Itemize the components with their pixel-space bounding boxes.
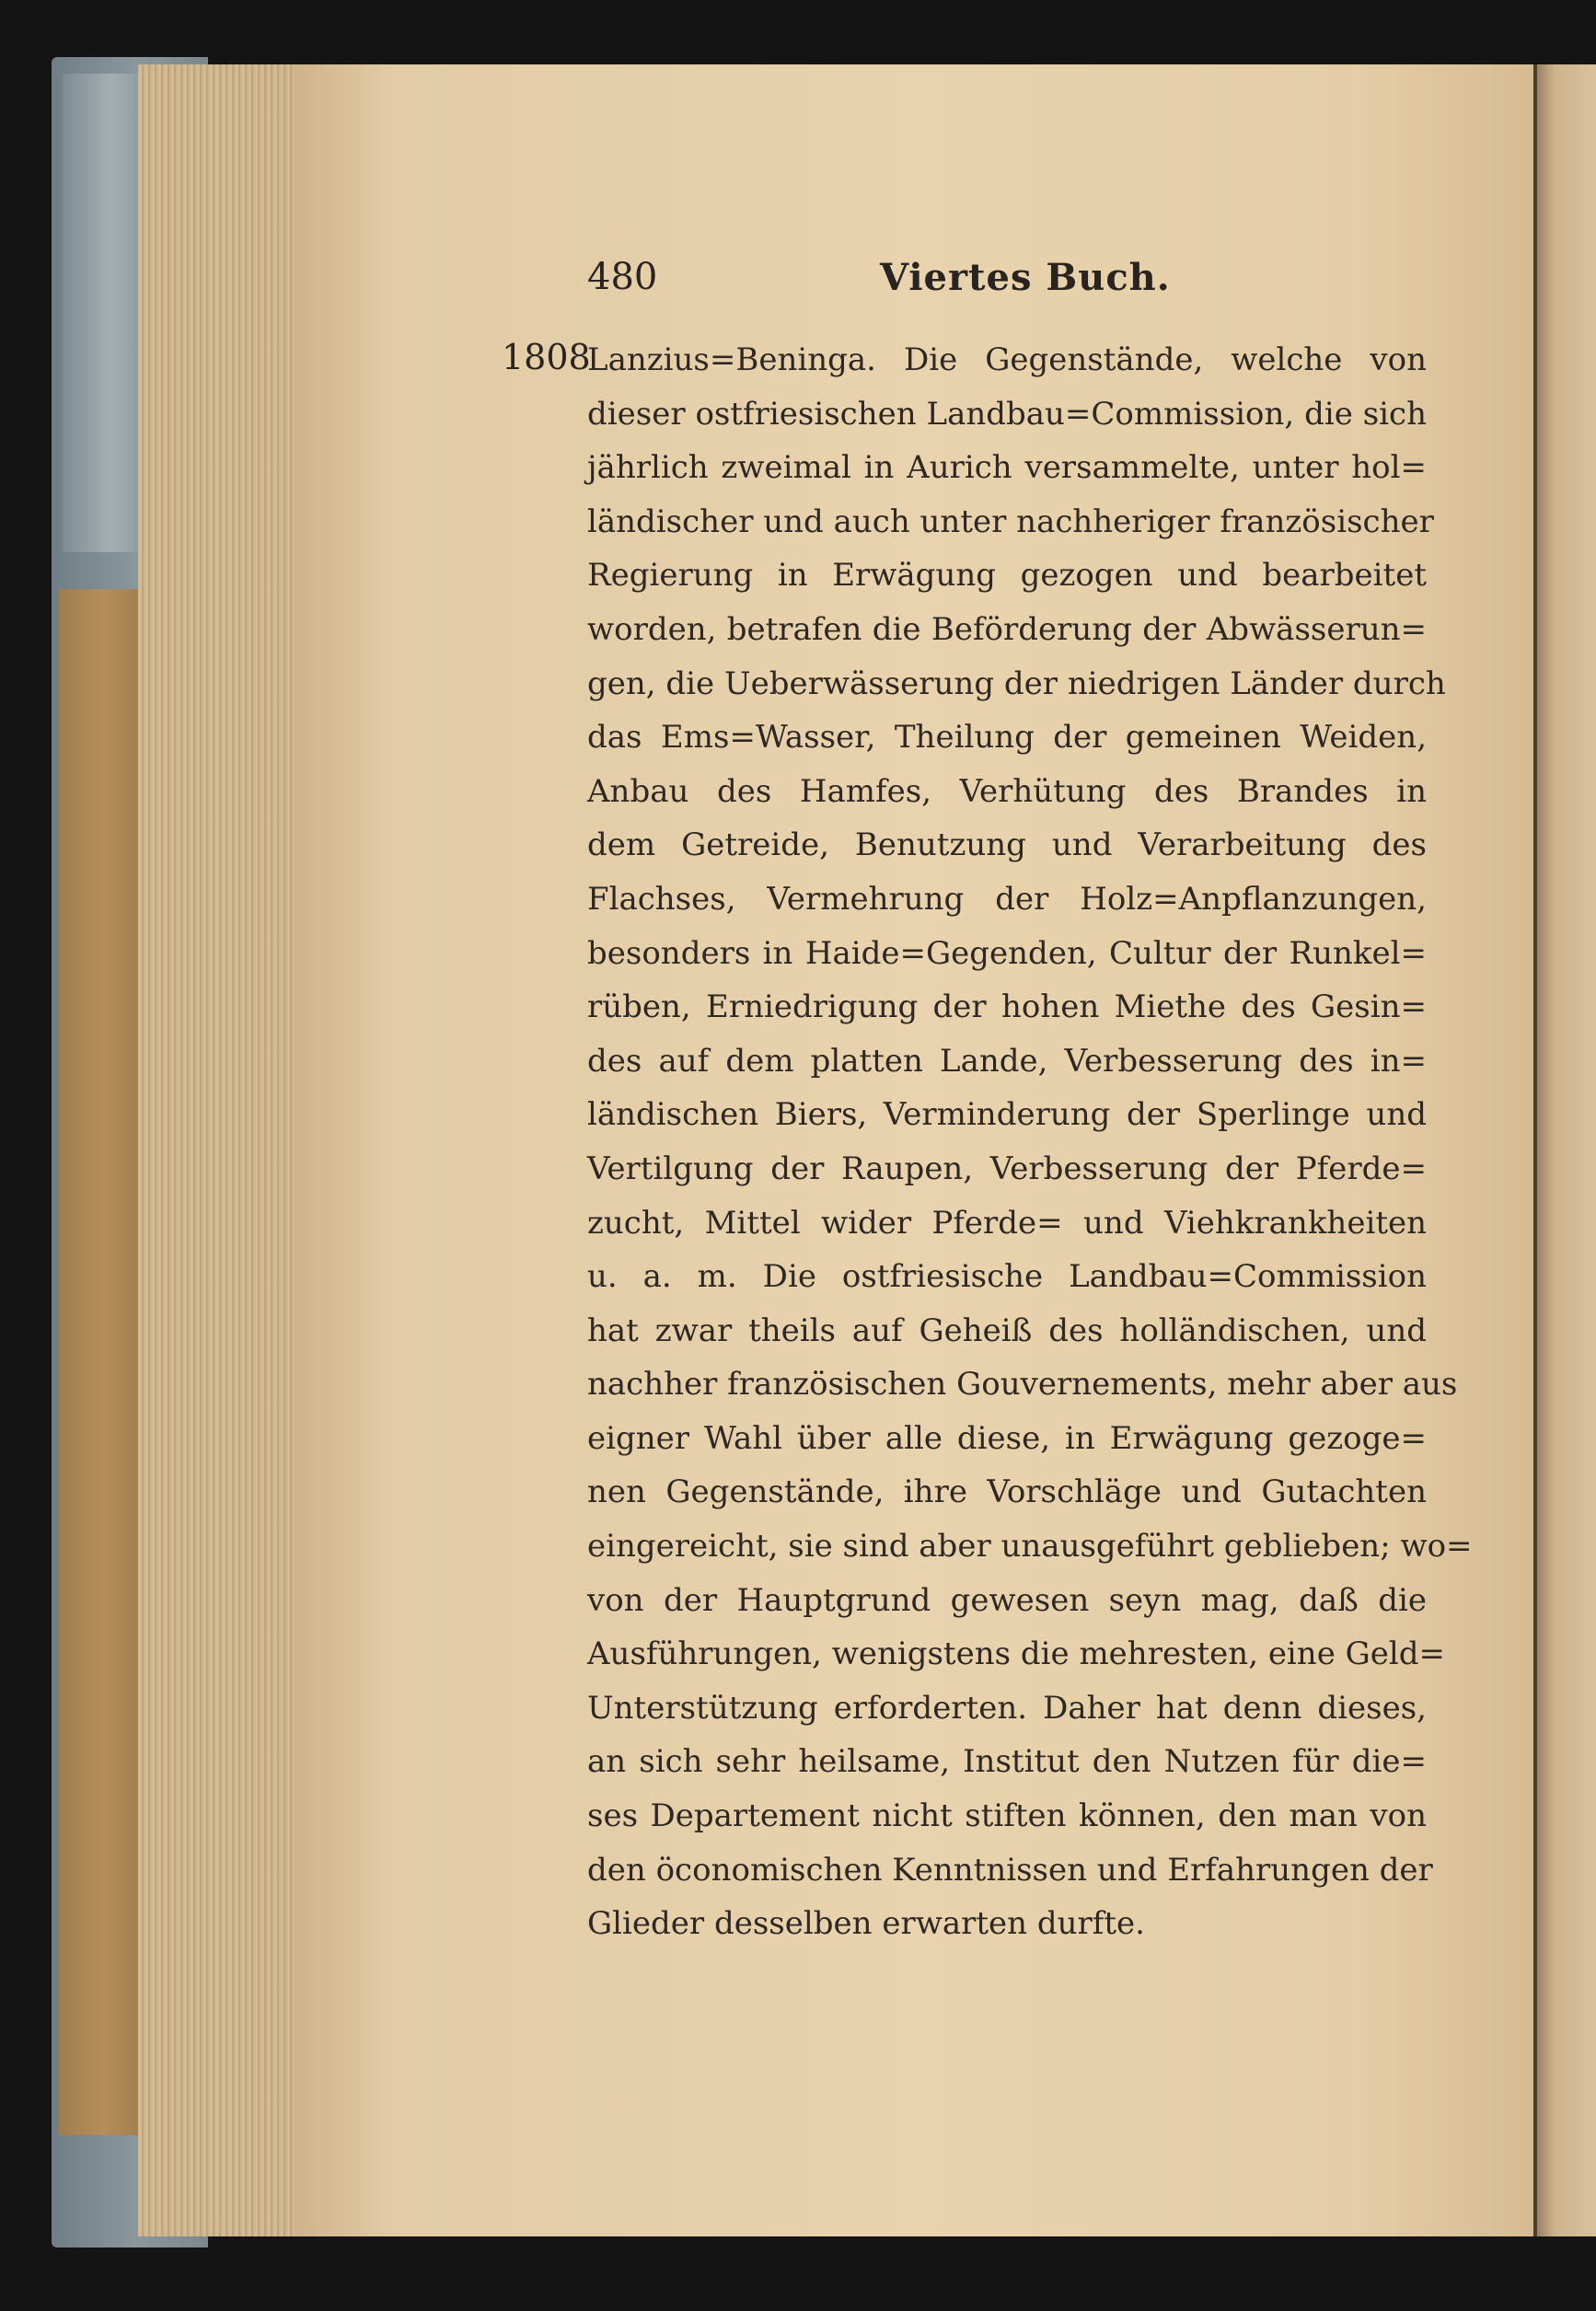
text-line: rüben, Erniedrigung der hohen Miethe des Gesin= (587, 988, 1427, 1026)
text-line: u. a. m. Die ostfriesische Landbau=Commission (587, 1258, 1427, 1296)
text-line: Unterstützung erforderten. Daher hat denn dieses, (587, 1689, 1427, 1727)
running-head: Viertes Buch. (880, 256, 1171, 299)
text-line: hat zwar theils auf Geheiß des holländischen, und (587, 1311, 1427, 1349)
text-line: nen Gegenstände, ihre Vorschläge und Gutachten (587, 1473, 1427, 1511)
text-line: eingereicht, sie sind aber unausgeführt geblieben; wo= (587, 1528, 1473, 1566)
text-line: den öconomischen Kenntnissen und Erfahrungen der (587, 1851, 1433, 1889)
page-number: 480 (587, 256, 658, 298)
body-text (587, 333, 1473, 1951)
margin-year: 1808 (502, 337, 591, 377)
text-line: jährlich zweimal in Aurich versammelte, unter hol= (587, 449, 1427, 487)
text-line: Anbau des Hamfes, Verhütung des Brandes in (587, 772, 1427, 810)
text-line: zucht, Mittel wider Pferde= und Viehkrankheiten (587, 1204, 1427, 1242)
text-line: worden, betrafen die Beförderung der Abwässerun= (587, 610, 1427, 648)
text-line: dieser ostfriesischen Landbau=Commission, die sich (587, 395, 1427, 433)
cover-board-top (63, 74, 145, 552)
text-line: eigner Wahl über alle diese, in Erwägung gezoge= (587, 1419, 1427, 1457)
text-line: ländischen Biers, Verminderung der Sperlinge und (587, 1096, 1427, 1134)
text-line: Ausführungen, wenigstens die mehresten, eine Geld= (587, 1635, 1446, 1673)
text-line: Lanzius=Beninga. Die Gegenstände, welche von (587, 341, 1427, 378)
text-line: Flachses, Vermehrung der Holz=Anpflanzungen, (587, 880, 1427, 918)
text-line: Glieder desselben erwarten durfte. (587, 1905, 1145, 1943)
text-line: dem Getreide, Benutzung und Verarbeitung des (587, 826, 1427, 864)
text-line: Vertilgung der Raupen, Verbesserung der Pferde= (587, 1150, 1427, 1187)
text-line: ses Departement nicht stiften können, den man von (587, 1797, 1427, 1835)
page-header (587, 256, 1434, 311)
text-line: besonders in Haide=Gegenden, Cultur der Runkel= (587, 934, 1427, 972)
page-edges (138, 64, 304, 2236)
text-line: Regierung in Erwägung gezogen und bearbeitet (587, 557, 1427, 595)
facing-page-edge (1537, 64, 1596, 2236)
cover-board (59, 589, 147, 2135)
text-line: an sich sehr heilsame, Institut den Nutzen für die= (587, 1743, 1427, 1781)
text-line: ländischer und auch unter nachheriger französischer (587, 503, 1434, 540)
text-line: des auf dem platten Lande, Verbesserung des in= (587, 1042, 1427, 1080)
text-line: nachher französischen Gouvernements, mehr aber aus (587, 1366, 1458, 1404)
text-line: das Ems=Wasser, Theilung der gemeinen Weiden, (587, 719, 1427, 757)
text-line: gen, die Ueberwässerung der niedrigen Länder durch (587, 664, 1446, 702)
text-line: von der Hauptgrund gewesen seyn mag, daß die (587, 1581, 1427, 1619)
